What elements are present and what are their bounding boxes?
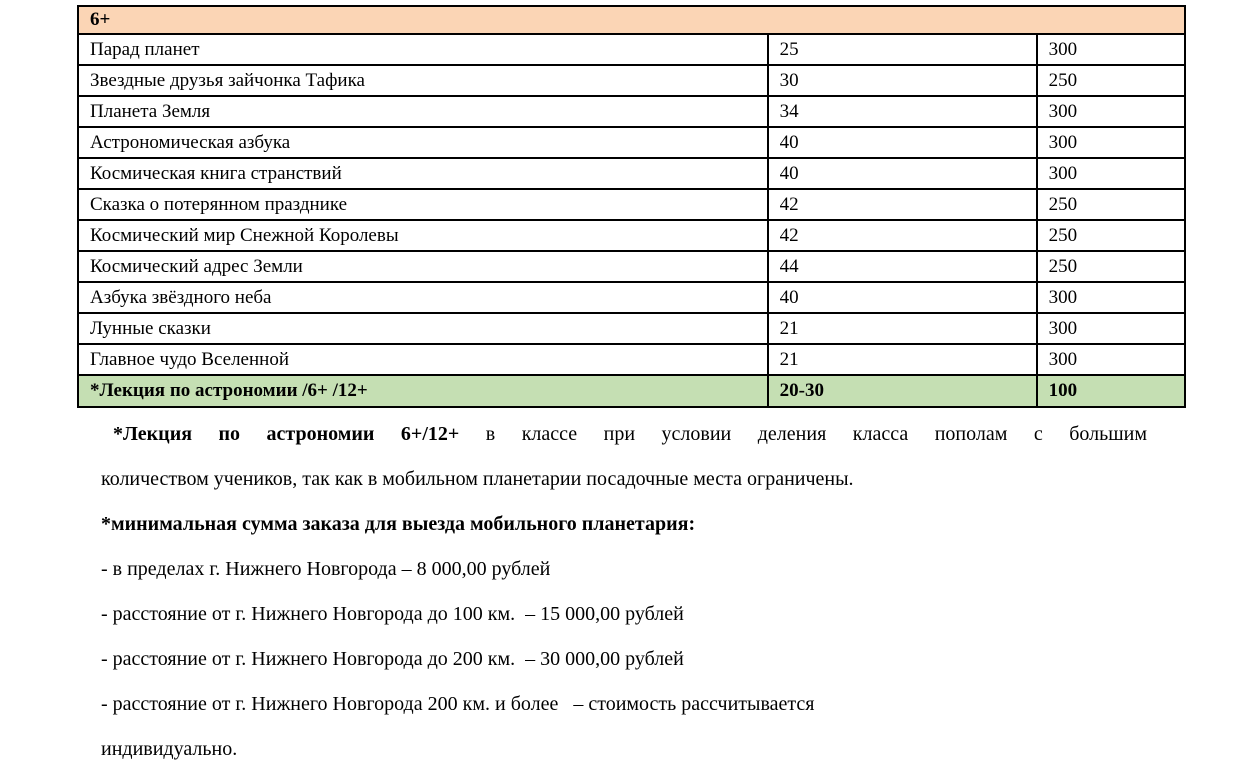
table-row <box>78 96 1185 127</box>
show-title-cell: Главное чудо Вселенной <box>78 344 768 375</box>
show-title-cell: Лунные сказки <box>78 313 768 344</box>
duration-cell: 21 <box>768 313 1037 344</box>
price-list-item: - расстояние от г. Нижнего Новгорода до 200 км. – 30 000,00 рублей <box>101 648 684 670</box>
show-title-cell: Парад планет <box>78 34 768 65</box>
price-cell: 250 <box>1037 189 1185 220</box>
price-cell: 250 <box>1037 251 1185 282</box>
lecture-note-line-1 <box>101 412 1147 457</box>
table-row <box>78 282 1185 313</box>
duration-cell: 34 <box>768 96 1037 127</box>
duration-cell: 30 <box>768 65 1037 96</box>
price-cell: 300 <box>1037 313 1185 344</box>
price-list-item: - расстояние от г. Нижнего Новгорода до 100 км. – 15 000,00 рублей <box>101 603 684 625</box>
min-order-heading: *минимальная сумма заказа для выезда мобильного планетария: <box>101 513 696 535</box>
lecture-row <box>78 375 1185 407</box>
show-title-cell: Космическая книга странствий <box>78 158 768 189</box>
duration-cell: 40 <box>768 127 1037 158</box>
lecture-note-rest: в классе при условии деления класса пополам с большим <box>459 423 1147 445</box>
table-row <box>78 65 1185 96</box>
price-cell: 300 <box>1037 282 1185 313</box>
price-cell: 300 <box>1037 127 1185 158</box>
age-category-label: 6+ <box>78 6 1185 34</box>
price-cell: 300 <box>1037 344 1185 375</box>
age-header-row <box>78 6 1185 34</box>
price-cell: 300 <box>1037 158 1185 189</box>
table-row <box>78 251 1185 282</box>
price-list-item-line-2: индивидуально. <box>101 738 238 760</box>
lecture-note-bold: *Лекция по астрономии 6+/12+ <box>113 423 460 445</box>
lecture-title-cell: *Лекция по астрономии /6+ /12+ <box>78 375 768 407</box>
lecture-note-line-2: количеством учеников, так как в мобильном планетарии посадочные места ограничены. <box>101 468 854 490</box>
table-row <box>78 127 1185 158</box>
price-list-item <box>101 682 1147 772</box>
duration-cell: 40 <box>768 282 1037 313</box>
price-cell: 250 <box>1037 65 1185 96</box>
duration-cell: 40 <box>768 158 1037 189</box>
show-title-cell: Астрономическая азбука <box>78 127 768 158</box>
duration-cell: 21 <box>768 344 1037 375</box>
notes-block <box>101 412 1147 772</box>
show-title-cell: Космический адрес Земли <box>78 251 768 282</box>
price-table <box>77 5 1186 408</box>
price-cell: 300 <box>1037 96 1185 127</box>
price-cell: 300 <box>1037 34 1185 65</box>
table-row <box>78 34 1185 65</box>
duration-cell: 42 <box>768 189 1037 220</box>
table-row <box>78 220 1185 251</box>
show-title-cell: Сказка о потерянном празднике <box>78 189 768 220</box>
price-cell: 250 <box>1037 220 1185 251</box>
lecture-note-paragraph <box>101 412 1147 502</box>
table-row <box>78 189 1185 220</box>
price-list-item-line-1: - расстояние от г. Нижнего Новгорода 200 км. и более – стоимость рассчитывается <box>101 693 815 715</box>
show-title-cell: Азбука звёздного неба <box>78 282 768 313</box>
lecture-duration-cell: 20-30 <box>768 375 1037 407</box>
show-title-cell: Планета Земля <box>78 96 768 127</box>
show-title-cell: Звездные друзья зайчонка Тафика <box>78 65 768 96</box>
duration-cell: 25 <box>768 34 1037 65</box>
duration-cell: 42 <box>768 220 1037 251</box>
table-row <box>78 344 1185 375</box>
lecture-price-cell: 100 <box>1037 375 1185 407</box>
price-list-item: - в пределах г. Нижнего Новгорода – 8 000,00 рублей <box>101 558 551 580</box>
show-title-cell: Космический мир Снежной Королевы <box>78 220 768 251</box>
table-row <box>78 158 1185 189</box>
duration-cell: 44 <box>768 251 1037 282</box>
table-row <box>78 313 1185 344</box>
